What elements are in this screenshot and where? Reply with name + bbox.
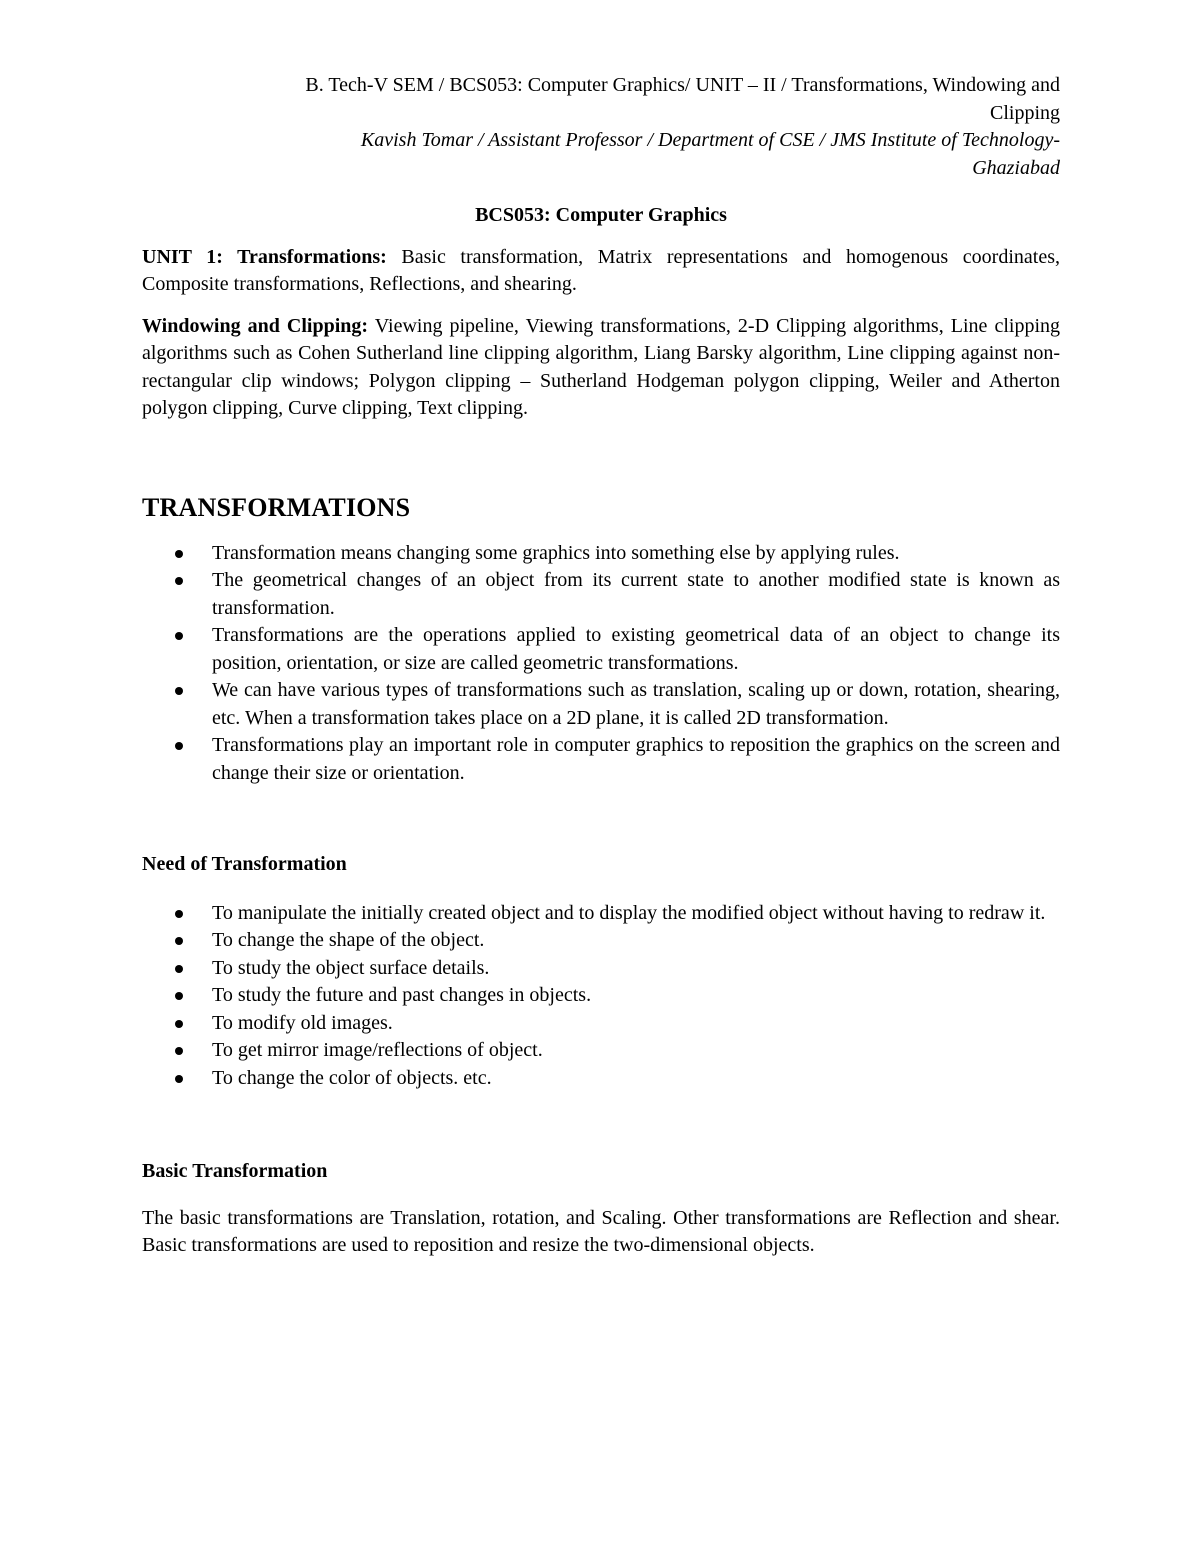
bullet-icon [175, 550, 183, 558]
syllabus-unit-label: UNIT 1: Transformations: [142, 245, 387, 268]
need-of-transformation-heading: Need of Transformation [142, 853, 347, 875]
bullet-icon [175, 687, 183, 695]
list-item-text: To change the shape of the object. [212, 929, 485, 951]
bullet-icon [175, 742, 183, 750]
basic-transformation-paragraph: The basic transformations are Translation, rotation, and Scaling. Other transformations are Reflection and shear. Basic transformations are used to reposition and resize the two-dimensional objects. [142, 1206, 1060, 1256]
bullet-icon [175, 1075, 183, 1083]
page-header [142, 72, 1060, 182]
bullet-icon [175, 937, 183, 945]
document-page [142, 72, 1060, 1260]
list-item-text: We can have various types of transformations such as translation, scaling up or down, rotation, shearing, etc. When a transformation takes place on a 2D plane, it is called 2D transformation. [212, 679, 1060, 729]
list-item [142, 900, 1060, 928]
list-item [142, 1065, 1060, 1093]
header-author-line-cont: Ghaziabad [972, 156, 1060, 179]
header-course-line: B. Tech-V SEM / BCS053: Computer Graphics/ UNIT – II / Transformations, Windowing and [305, 74, 1060, 96]
list-item-text: To manipulate the initially created object and to display the modified object without having to redraw it. [212, 901, 1046, 924]
list-item-text: Transformations are the operations applied to existing geometrical data of an object to change its position, orientation, or size are called geometric transformations. [212, 624, 1060, 674]
syllabus-windowing-label: Windowing and Clipping: [142, 314, 369, 337]
list-item [142, 732, 1060, 787]
list-item-text: Transformation means changing some graphics into something else by applying rules. [212, 541, 900, 564]
list-item [142, 622, 1060, 677]
bullet-icon [175, 577, 183, 585]
list-item [142, 955, 1060, 983]
syllabus-windowing-text: Viewing pipeline, Viewing transformations, 2-D Clipping algorithms, Line clipping algorithms such as Cohen Sutherland line clipping algorithm, Liang Barsky algorithm, Line clipping against non-rectangular clip windows; Polygon clipping – Sutherland Hodgeman polygon clipping, Weiler and Atherton polygon clipping, Curve clipping, Text clipping. [142, 314, 1060, 419]
list-item-text: To modify old images. [212, 1011, 393, 1034]
need-of-transformation-list [142, 900, 1060, 1093]
list-item [142, 677, 1060, 732]
basic-transformation-heading: Basic Transformation [142, 1160, 328, 1182]
syllabus-unit-paragraph [142, 244, 1060, 299]
list-item-text: The geometrical changes of an object from its current state to another modified state is known as transformation. [212, 569, 1060, 619]
course-title: BCS053: Computer Graphics [475, 204, 727, 226]
header-author-line: Kavish Tomar / Assistant Professor / Department of CSE / JMS Institute of Technology- [360, 129, 1060, 151]
list-item-text: To get mirror image/reflections of object. [212, 1039, 543, 1061]
list-item [142, 540, 1060, 568]
syllabus-unit-text: Basic transformation, Matrix representations and homogenous coordinates, Composite transformations, Reflections, and shearing. [142, 245, 1060, 295]
list-item [142, 927, 1060, 955]
list-item [142, 982, 1060, 1010]
transformations-heading: TRANSFORMATIONS [142, 492, 411, 522]
bullet-icon [175, 1047, 183, 1055]
list-item [142, 1037, 1060, 1065]
list-item [142, 1010, 1060, 1038]
bullet-icon [175, 965, 183, 973]
list-item-text: Transformations play an important role in computer graphics to reposition the graphics on the screen and change their size or orientation. [212, 734, 1060, 784]
syllabus-windowing-paragraph [142, 313, 1060, 423]
transformations-list [142, 540, 1060, 788]
bullet-icon [175, 992, 183, 1000]
list-item-text: To change the color of objects. etc. [212, 1066, 492, 1089]
list-item [142, 567, 1060, 622]
header-course-line-cont: Clipping [989, 101, 1060, 124]
bullet-icon [175, 1020, 183, 1028]
bullet-icon [175, 632, 183, 640]
bullet-icon [175, 910, 183, 918]
list-item-text: To study the object surface details. [212, 956, 490, 979]
list-item-text: To study the future and past changes in objects. [212, 984, 592, 1006]
